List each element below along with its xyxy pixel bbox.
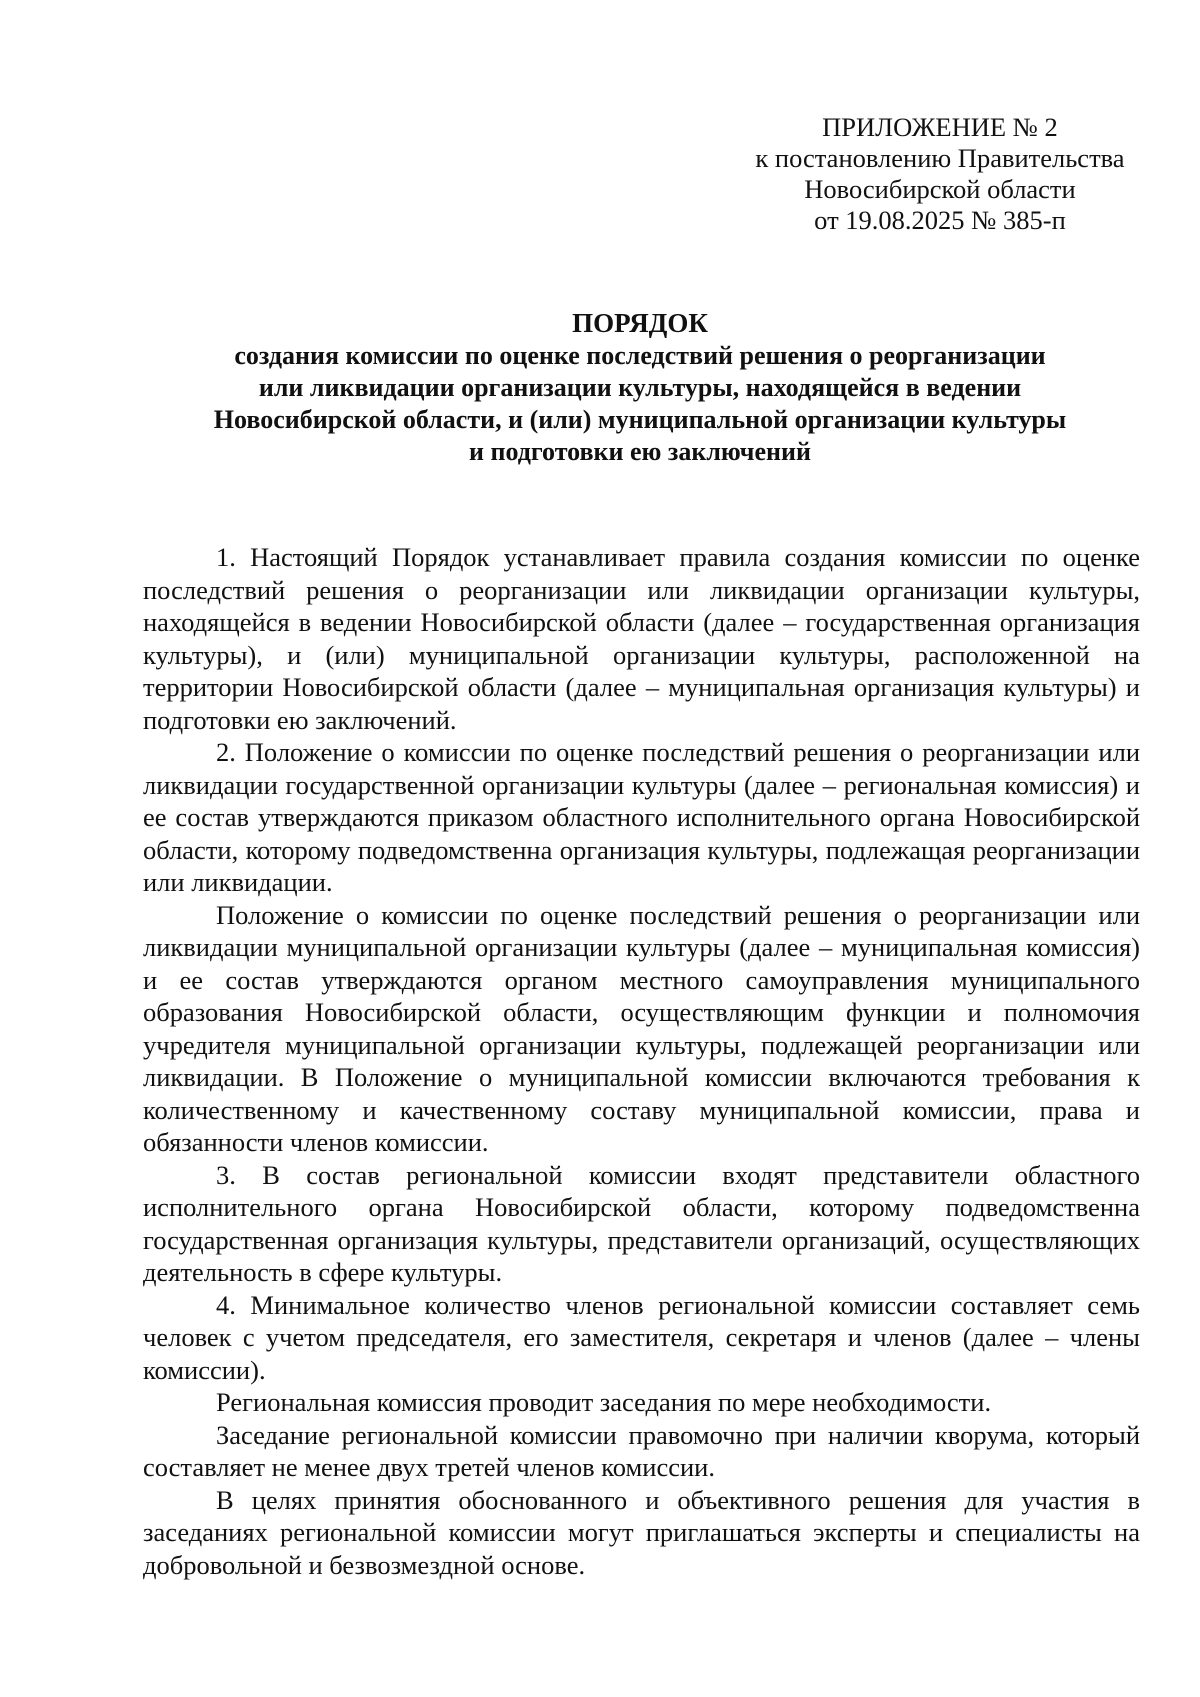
paragraph-3: Положение о комиссии по оценке последствий решения о реорганизации или ликвидации муниципальной организации культуры (далее – муниципальная комиссия) и ее состав утверждаются органом местного самоуправления муниципального образования Новосибирской области, осуществляющим функции и полномочия учредителя муниципальной организации культуры, подлежащей реорганизации или ликвидации. В Положение о муниципальной комиссии включаются требования к количественному и качественному составу муниципальной комиссии, права и обязанности членов комиссии. <box>143 899 1140 1157</box>
paragraph-8: В целях принятия обоснованного и объективного решения для участия в заседаниях региональной комиссии могут приглашаться эксперты и специалисты на добровольной и безвозмездной основе. <box>143 1484 1140 1580</box>
appendix-reference-line: к постановлению Правительства <box>755 143 1125 173</box>
title-line-3: Новосибирской области, и (или) муниципальной организации культуры <box>213 405 1067 434</box>
paragraph-1: 1. Настоящий Порядок устанавливает правила создания комиссии по оценке последствий решения о реорганизации или ликвидации организации культуры, находящейся в ведении Новосибирской области (далее – государственная организация культуры), и (или) муниципальной организации культуры, расположенной на территории Новосибирской области (далее – муниципальная организация культуры) и подготовки ею заключений. <box>143 542 1140 735</box>
appendix-date-number: от 19.08.2025 № 385-п <box>814 205 1066 235</box>
title-line-1: создания комиссии по оценке последствий решения о реорганизации <box>234 341 1046 370</box>
appendix-title: ПРИЛОЖЕНИЕ № 2 <box>822 112 1058 142</box>
paragraph-2: 2. Положение о комиссии по оценке последствий решения о реорганизации или ликвидации государственной организации культуры (далее – региональная комиссия) и ее состав утверждаются приказом областного исполнительного органа Новосибирской области, которому подведомственна организация культуры, подлежащая реорганизации или ликвидации. <box>143 737 1140 897</box>
paragraph-7: Заседание региональной комиссии правомочно при наличии кворума, который составляет не менее двух третей членов комиссии. <box>143 1419 1140 1482</box>
appendix-header <box>740 112 1140 236</box>
title-main: ПОРЯДОК <box>572 308 708 338</box>
appendix-region-line: Новосибирской области <box>804 174 1076 204</box>
paragraph-5: 4. Минимальное количество членов региональной комиссии составляет семь человек с учетом председателя, его заместителя, секретаря и членов (далее – члены комиссии). <box>143 1289 1140 1385</box>
title-line-2: или ликвидации организации культуры, находящейся в ведении <box>258 373 1022 402</box>
document-body <box>143 541 1140 1581</box>
paragraph-6: Региональная комиссия проводит заседания по мере необходимости. <box>216 1387 992 1417</box>
paragraph-4: 3. В состав региональной комиссии входят представители областного исполнительного органа Новосибирской области, которому подведомственна государственная организация культуры, представители организаций, осуществляющих деятельность в сфере культуры. <box>143 1159 1140 1287</box>
document-title <box>140 307 1140 468</box>
title-line-4: и подготовки ею заключений <box>469 437 811 466</box>
